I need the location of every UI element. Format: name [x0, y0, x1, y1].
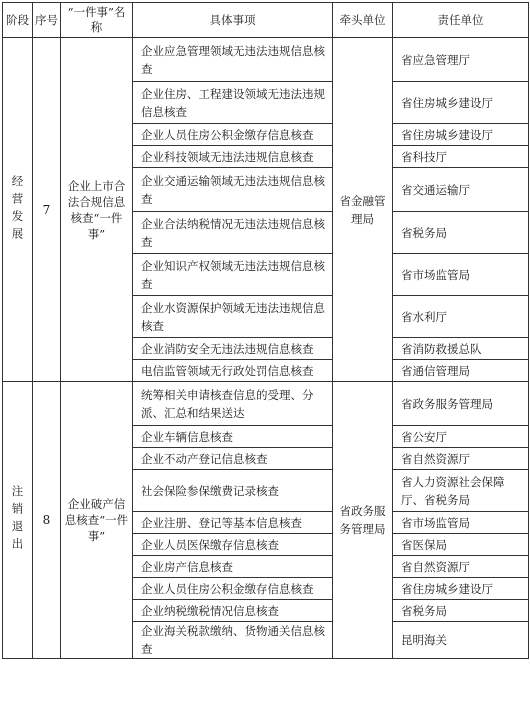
item-cell: 企业房产信息核查 [133, 556, 333, 578]
seq-cell: 7 [33, 38, 61, 382]
responsible-unit-cell: 省住房城乡建设厅 [393, 578, 529, 600]
header-seq: 序号 [33, 3, 61, 38]
responsible-unit-cell: 省市场监管局 [393, 512, 529, 534]
table-row [3, 38, 529, 82]
item-cell: 企业车辆信息核查 [133, 426, 333, 448]
header-matter: “一件事”名称 [61, 3, 133, 38]
item-cell: 企业纳税缴税情况信息核查 [133, 600, 333, 622]
stage-cell: 注销退出 [3, 382, 33, 659]
table-row [3, 382, 529, 426]
item-cell: 统筹相关申请核查信息的受理、分派、汇总和结果送达 [133, 382, 333, 426]
header-lead: 牵头单位 [333, 3, 393, 38]
table-body [3, 38, 529, 659]
item-cell: 社会保险参保缴费记录核查 [133, 470, 333, 512]
matter-name-cell: 企业破产信息核查“一件事” [61, 382, 133, 659]
item-cell: 企业水资源保护领域无违法违规信息核查 [133, 296, 333, 338]
responsible-unit-cell: 省人力资源社会保障厅、省税务局 [393, 470, 529, 512]
item-cell: 企业人员住房公积金缴存信息核查 [133, 578, 333, 600]
item-cell: 企业注册、登记等基本信息核查 [133, 512, 333, 534]
responsible-unit-cell: 省住房城乡建设厅 [393, 82, 529, 124]
item-cell: 企业交通运输领域无违法违规信息核查 [133, 168, 333, 212]
item-cell: 企业海关税款缴纳、货物通关信息核查 [133, 622, 333, 659]
responsible-unit-cell: 省应急管理厅 [393, 38, 529, 82]
responsible-unit-cell: 省交通运输厅 [393, 168, 529, 212]
responsible-unit-cell: 省消防救援总队 [393, 338, 529, 360]
responsible-unit-cell: 省通信管理局 [393, 360, 529, 382]
lead-unit-cell: 省金融管理局 [333, 38, 393, 382]
stage-cell: 经营发展 [3, 38, 33, 382]
item-cell: 企业住房、工程建设领域无违法违规信息核查 [133, 82, 333, 124]
matters-table [2, 2, 529, 659]
header-stage: 阶段 [3, 3, 33, 38]
item-cell: 电信监管领域无行政处罚信息核查 [133, 360, 333, 382]
responsible-unit-cell: 省科技厅 [393, 146, 529, 168]
responsible-unit-cell: 昆明海关 [393, 622, 529, 659]
item-cell: 企业应急管理领域无违法违规信息核查 [133, 38, 333, 82]
item-cell: 企业人员医保缴存信息核查 [133, 534, 333, 556]
header-item: 具体事项 [133, 3, 333, 38]
item-cell: 企业不动产登记信息核查 [133, 448, 333, 470]
item-cell: 企业合法纳税情况无违法违规信息核查 [133, 212, 333, 254]
responsible-unit-cell: 省水利厅 [393, 296, 529, 338]
matter-name-cell: 企业上市合法合规信息核查“一件事” [61, 38, 133, 382]
item-cell: 企业人员住房公积金缴存信息核查 [133, 124, 333, 146]
item-cell: 企业科技领域无违法违规信息核查 [133, 146, 333, 168]
responsible-unit-cell: 省自然资源厅 [393, 556, 529, 578]
responsible-unit-cell: 省公安厅 [393, 426, 529, 448]
responsible-unit-cell: 省税务局 [393, 212, 529, 254]
responsible-unit-cell: 省市场监管局 [393, 254, 529, 296]
responsible-unit-cell: 省住房城乡建设厅 [393, 124, 529, 146]
responsible-unit-cell: 省医保局 [393, 534, 529, 556]
item-cell: 企业知识产权领域无违法违规信息核查 [133, 254, 333, 296]
seq-cell: 8 [33, 382, 61, 659]
header-row [3, 3, 529, 38]
responsible-unit-cell: 省政务服务管理局 [393, 382, 529, 426]
header-resp: 责任单位 [393, 3, 529, 38]
lead-unit-cell: 省政务服务管理局 [333, 382, 393, 659]
responsible-unit-cell: 省自然资源厅 [393, 448, 529, 470]
responsible-unit-cell: 省税务局 [393, 600, 529, 622]
item-cell: 企业消防安全无违法违规信息核查 [133, 338, 333, 360]
